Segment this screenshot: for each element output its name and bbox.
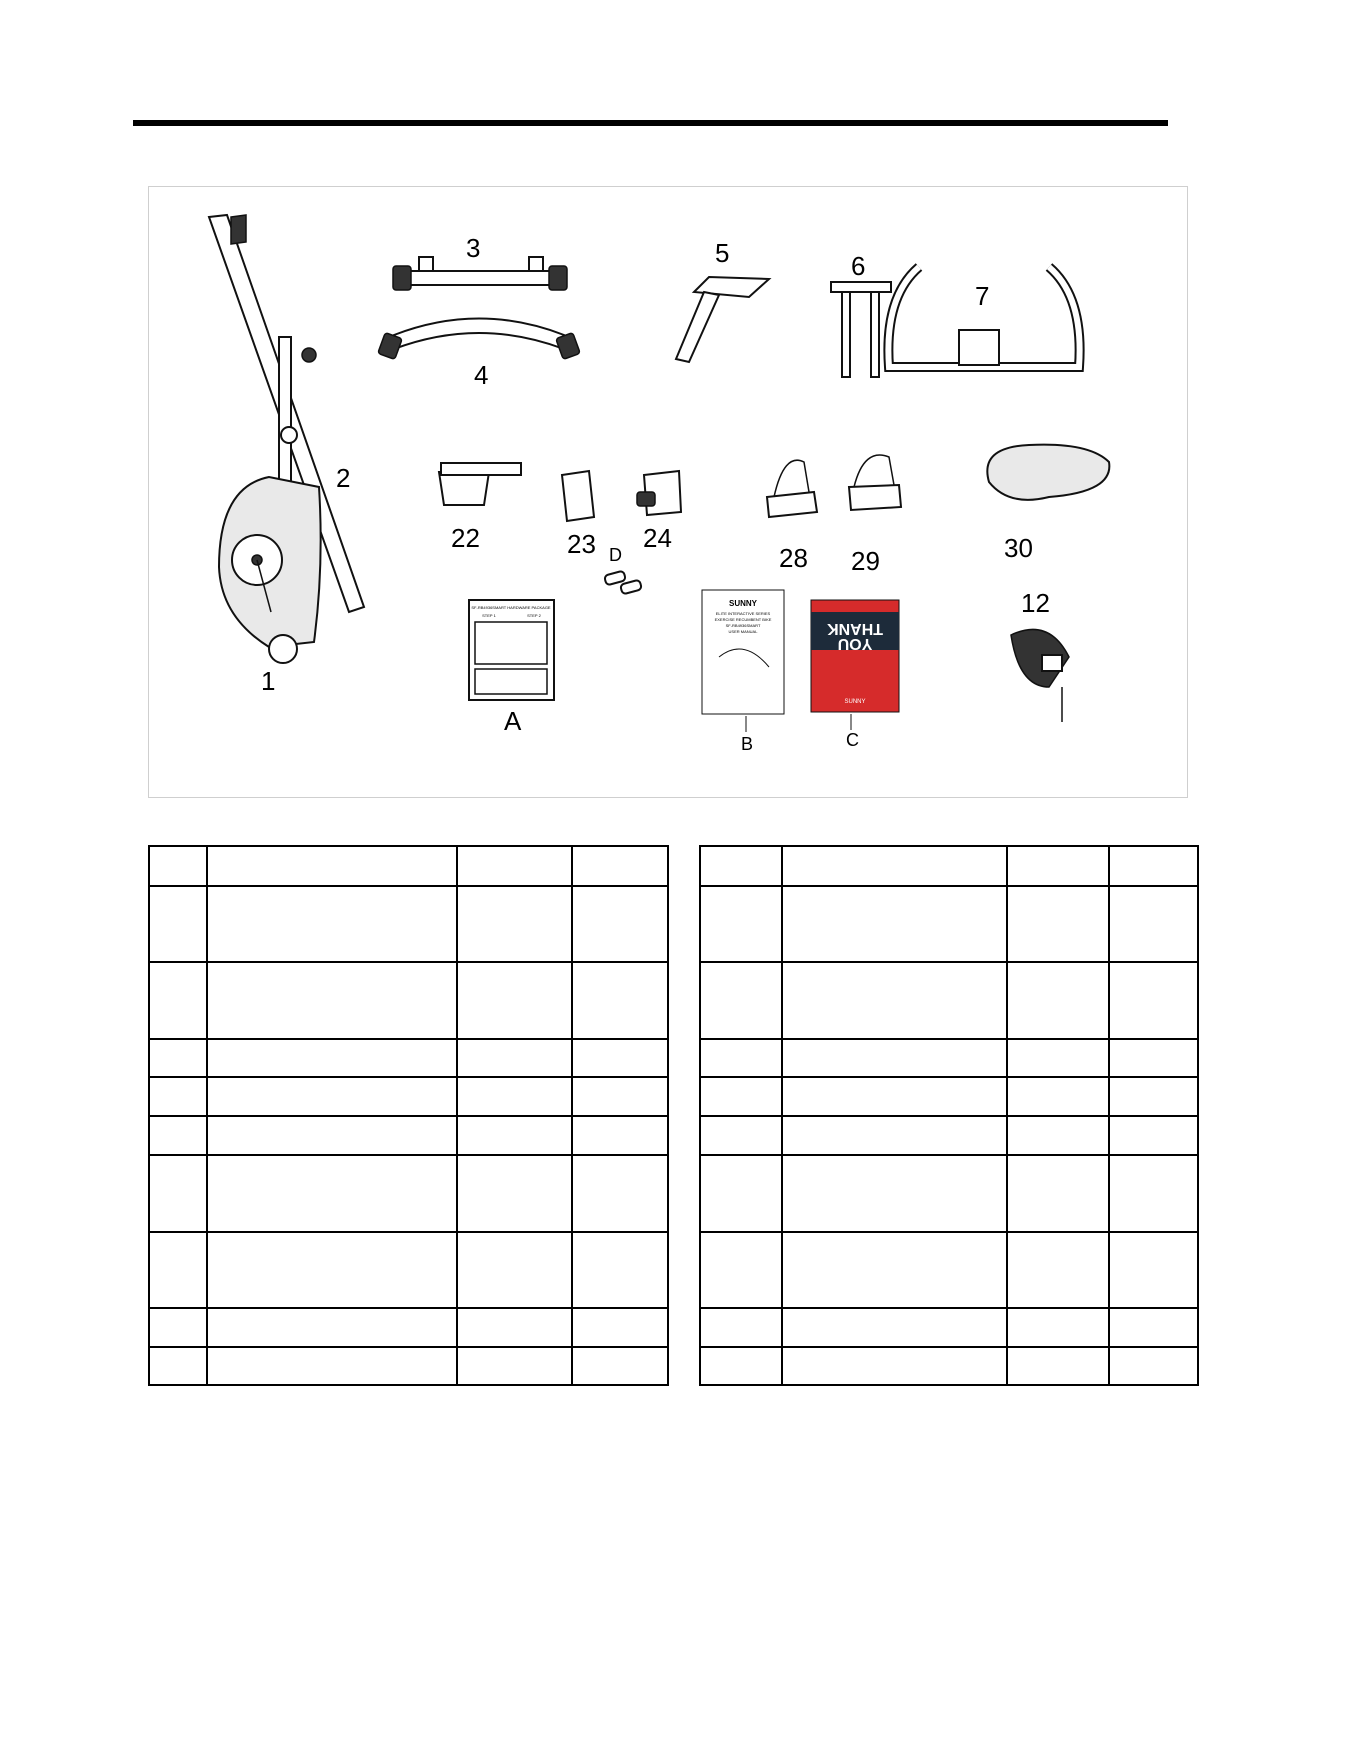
console-illustration: [1011, 629, 1069, 722]
part-label-5: 5: [715, 238, 730, 268]
bottle-holder-illustration: [439, 463, 521, 505]
seat-post-illustration: [676, 277, 769, 362]
parts-diagram: [148, 186, 1188, 798]
hardware-step-2: STEP 2: [527, 613, 541, 618]
manual-subtitle: USER MANUAL: [728, 629, 758, 634]
hardware-step-1: STEP 1: [482, 613, 496, 618]
part-label-23: 23: [567, 529, 596, 559]
table-row: [700, 1155, 1198, 1232]
part-label-4: 4: [474, 360, 489, 390]
part-label-3: 3: [466, 233, 481, 263]
table-row: [149, 1155, 668, 1232]
table-row: [700, 1232, 1198, 1308]
manual-title: EXERCISE RECUMBENT BIKE: [714, 617, 772, 622]
top-rule: [133, 120, 1168, 126]
parts-table-left: [148, 845, 669, 1386]
part-label-28: 28: [779, 543, 808, 573]
manual-series: ELITE INTERACTIVE SERIES: [715, 611, 771, 616]
table-header-row: [700, 846, 1198, 886]
table-row: [700, 962, 1198, 1039]
table-row: [700, 1308, 1198, 1347]
part-label-12: 12: [1021, 588, 1050, 618]
part-label-A: A: [504, 706, 522, 736]
card-brand: SUNNY: [844, 699, 866, 705]
table-row: [149, 1308, 668, 1347]
handlebar-post-illustration: [831, 282, 891, 377]
table-row: [149, 1039, 668, 1077]
seat-illustration: [987, 445, 1109, 500]
thank-you-card-illustration: [811, 600, 899, 712]
parts-table-right: [699, 845, 1199, 1386]
card-title-you: YOU: [837, 635, 873, 652]
table-row: [149, 1116, 668, 1155]
manual-brand: SUNNY: [728, 599, 758, 608]
part-label-C: C: [846, 730, 859, 750]
main-frame-illustration: [209, 215, 364, 663]
part-label-D: D: [609, 545, 622, 565]
part-label-30: 30: [1004, 533, 1033, 563]
part-label-6: 6: [851, 251, 866, 281]
bracket-illustration: [562, 471, 594, 521]
table-row: [700, 1116, 1198, 1155]
part-label-22: 22: [451, 523, 480, 553]
hardware-card-title: SF-RB4936SMART HARDWARE PACKAGE: [471, 605, 551, 610]
table-row: [700, 1347, 1198, 1385]
table-row: [149, 1347, 668, 1385]
table-row: [700, 1039, 1198, 1077]
table-header-row: [149, 846, 668, 886]
part-label-7: 7: [975, 281, 990, 311]
table-row: [149, 886, 668, 962]
rear-stabilizer-illustration: [378, 319, 580, 360]
part-label-24: 24: [643, 523, 672, 553]
table-row: [149, 1077, 668, 1116]
table-row: [700, 886, 1198, 962]
part-label-1: 1: [261, 666, 276, 696]
part-label-29: 29: [851, 546, 880, 576]
clip-illustration: [637, 471, 681, 515]
left-pedal-illustration: [767, 460, 817, 517]
part-label-B: B: [741, 734, 754, 754]
parts-illustration: [149, 187, 1189, 799]
card-title-thank: THANK: [827, 620, 883, 637]
user-manual-illustration: [702, 590, 784, 714]
hardware-card-illustration: [469, 600, 554, 700]
manual-model: SF-RB4936SMART: [725, 623, 761, 628]
table-row: [149, 1232, 668, 1308]
right-pedal-illustration: [849, 455, 901, 510]
part-label-2: 2: [336, 463, 351, 493]
table-row: [700, 1077, 1198, 1116]
batteries-illustration: [604, 571, 642, 595]
table-row: [149, 962, 668, 1039]
